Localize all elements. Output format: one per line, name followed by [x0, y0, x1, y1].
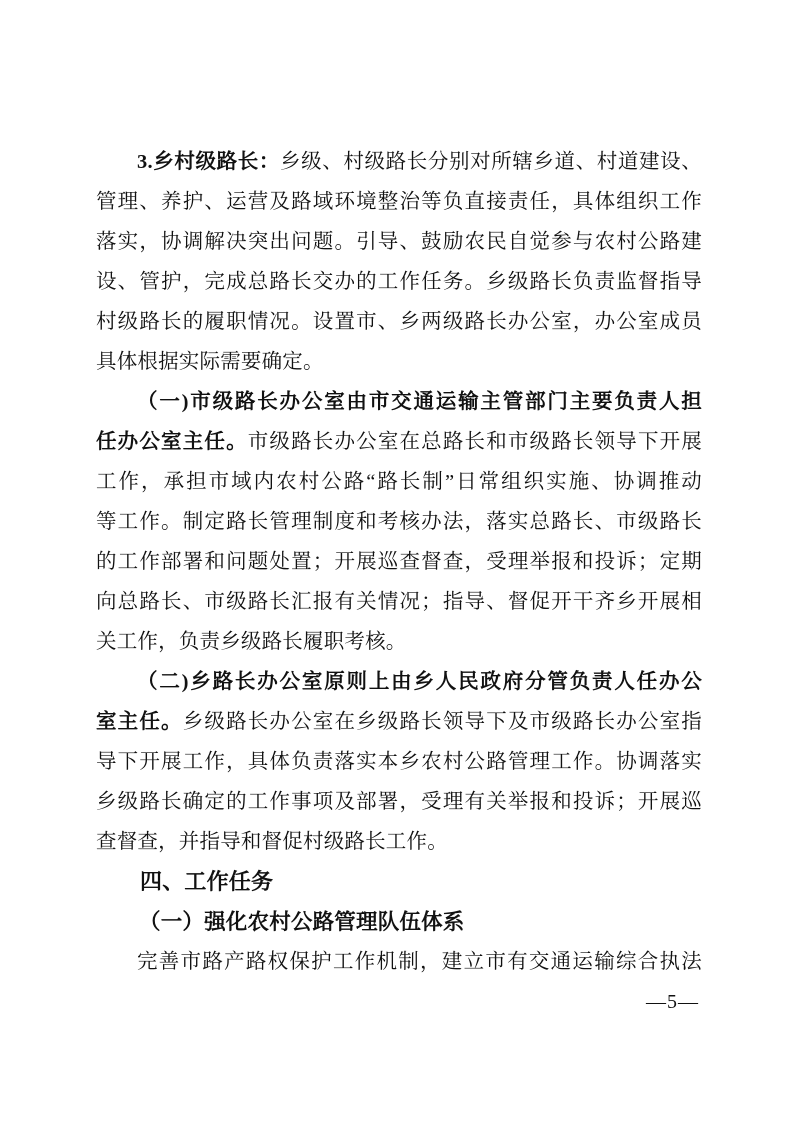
text-segment: 查督查，并指导和督促村级路长工作。	[96, 831, 448, 853]
text-line	[96, 502, 702, 542]
document-content	[96, 142, 702, 982]
bold-text-segment: 室主任。	[96, 711, 183, 733]
text-segment: 村级路长的履职情况。设置市、乡两级路长办公室，办公室成员	[96, 311, 702, 333]
text-segment: 落实，协调解决突出问题。引导、鼓励农民自觉参与农村公路建	[96, 231, 702, 253]
heading-work-tasks	[96, 862, 702, 902]
text-segment: 等工作。制定路长管理制度和考核办法，落实总路长、市级路长	[96, 511, 702, 533]
text-line	[96, 702, 702, 742]
text-line	[96, 622, 702, 662]
para-township-chief-office	[96, 662, 702, 862]
bold-text-segment: （一)市级路长办公室由市交通运输主管部门主要负责人担	[137, 391, 702, 413]
text-segment: 管理、养护、运营及路域环境整治等负直接责任，具体组织工作	[96, 191, 702, 213]
text-line	[96, 142, 702, 182]
text-line	[96, 422, 702, 462]
bold-text-segment: （二)乡路长办公室原则上由乡人民政府分管负责人任办公	[137, 671, 702, 693]
text-segment: 具体根据实际需要确定。	[96, 351, 324, 373]
text-line	[96, 302, 702, 342]
page-number: —5—	[646, 991, 699, 1013]
text-segment: 乡级路长办公室在乡级路长领导下及市级路长办公室指	[182, 711, 702, 733]
text-segment: 乡级、村级路长分别对所辖乡道、村道建设、	[279, 151, 703, 173]
text-line	[96, 382, 702, 422]
text-line	[96, 822, 702, 862]
bold-text-segment: 任办公室主任。	[96, 431, 248, 453]
text-line	[96, 902, 702, 942]
heading-strengthen-rural-road-management-team	[96, 902, 702, 942]
text-line	[96, 182, 702, 222]
text-segment: 关工作，负责乡级路长履职考核。	[96, 631, 407, 653]
text-segment: 市级路长办公室在总路长和市级路长领导下开展	[247, 431, 702, 453]
text-line	[96, 342, 702, 382]
text-segment: 设、管护，完成总路长交办的工作任务。乡级路长负责监督指导	[96, 271, 702, 293]
text-line	[96, 582, 702, 622]
text-line	[96, 862, 702, 902]
bold-text-segment: （一）强化农村公路管理队伍体系	[139, 910, 465, 934]
text-line	[96, 262, 702, 302]
text-segment: 导下开展工作，具体负责落实本乡农村公路管理工作。协调落实	[96, 751, 702, 773]
bold-text-segment: 3.乡村级路长：	[137, 151, 280, 173]
text-segment: 完善市路产路权保护工作机制，建立市有交通运输综合执法	[137, 951, 702, 973]
para-improve-road-rights-protection	[96, 942, 702, 982]
text-line	[96, 542, 702, 582]
text-segment: 工作，承担市域内农村公路“路长制”日常组织实施、协调推动	[96, 471, 702, 493]
text-line	[96, 462, 702, 502]
bold-text-segment: 四、工作任务	[140, 869, 274, 894]
text-line	[96, 662, 702, 702]
text-segment: 乡级路长确定的工作事项及部署，受理有关举报和投诉；开展巡	[96, 791, 702, 813]
text-line	[96, 942, 702, 982]
text-line	[96, 742, 702, 782]
text-line	[96, 222, 702, 262]
text-segment: 的工作部署和问题处置；开展巡查督查，受理举报和投诉；定期	[96, 551, 702, 573]
para-city-chief-office	[96, 382, 702, 662]
text-segment: 向总路长、市级路长汇报有关情况；指导、督促开干齐乡开展相	[96, 591, 702, 613]
para-township-village-road-chiefs	[96, 142, 702, 382]
text-line	[96, 782, 702, 822]
